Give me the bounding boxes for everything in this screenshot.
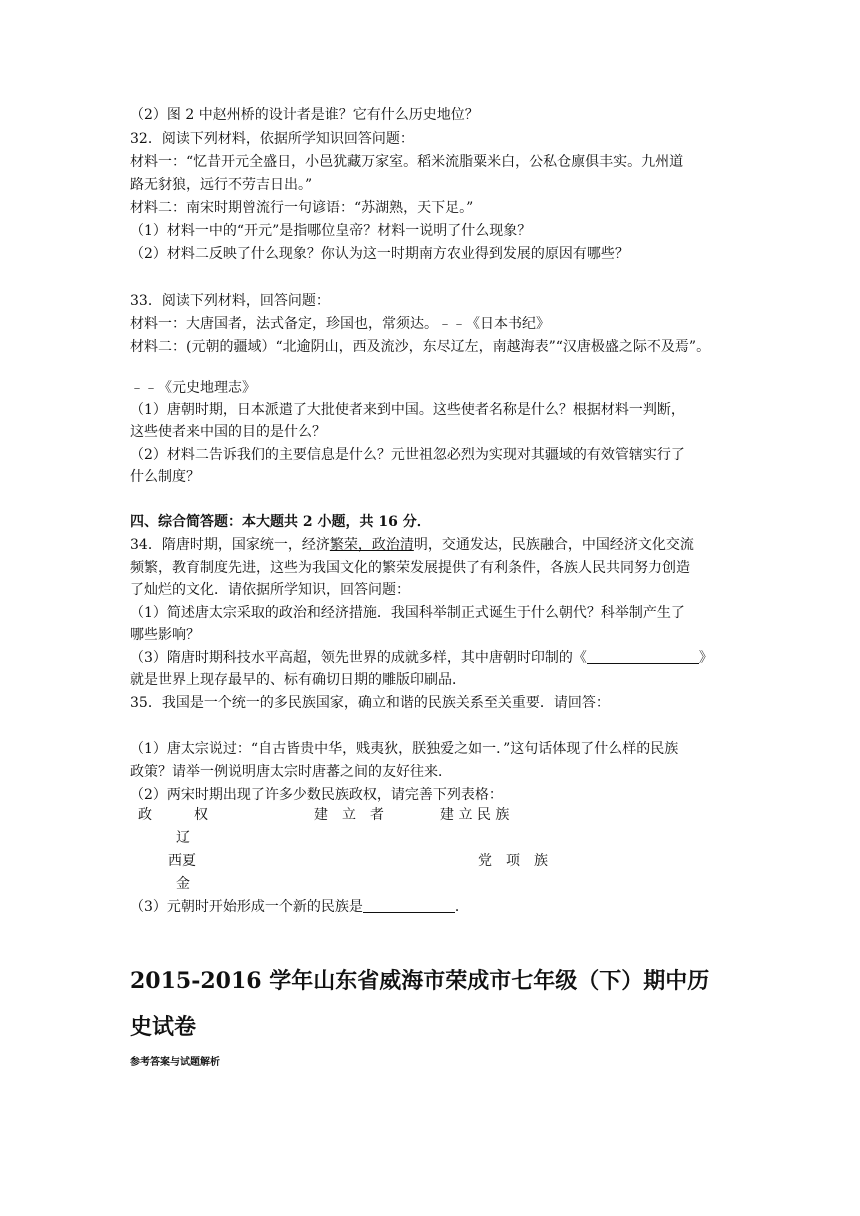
q33-sub2-line1: （2）材料二告诉我们的主要信息是什么？元世祖忽必烈为实现对其疆域的有效管辖实行了 [130,447,685,463]
q35-sub3 [130,897,469,917]
q34-line1-b: 明，交通发达，民族融合，中国经济文化交流 [413,537,694,553]
q32-sub2: （2）材料二反映了什么现象？你认为这一时期南方农业得到发展的原因有哪些？ [130,246,629,262]
q35-sub1-line2: 政策？请举一例说明唐太宗时唐蕃之间的友好往来． [130,764,452,780]
q35-stem: 35．我国是一个统一的多民族国家，确立和谐的民族关系至关重要．请回答： [130,695,610,711]
q34-sub3-b: 》 [698,650,713,666]
q35-sub2: （2）两宋时期出现了许多少数民族政权，请完善下列表格： [130,787,503,803]
answer-subtitle: 参考答案与试题解析 [130,1057,220,1068]
q32-stem: 32．阅读下列材料，依据所学知识回答问题： [130,131,414,147]
q34-line1-a: 34．隋唐时期，国家统一，经济 [130,537,330,553]
q34-sub1-line2: 哪些影响？ [130,627,200,643]
q32-material1-line1: 材料一：“忆昔开元全盛日，小邑犹藏万家室。稻米流脂粟米白，公私仓廪俱丰实。九州道 [130,154,684,170]
section-heading: 四、综合简答题：本大题共 2 小题，共 16 分． [130,514,431,530]
q35-answer-blank[interactable] [363,898,455,913]
q34-sub1-line1: （1）简述唐太宗采取的政治和经济措施．我国科举制正式诞生于什么朝代？科举制产生了 [130,605,685,621]
table-header-ethnicity: 建 立 民 族 [440,807,510,823]
q33-sub1-line1: （1）唐朝时期，日本派遣了大批使者来到中国。这些使者名称是什么？根据材料一判断， [130,402,685,418]
answer-title-line2: 史试卷 [130,1014,197,1040]
q34-sub3-a: （3）隋唐时期科技水平高超，领先世界的成就多样，其中唐朝时印制的《 [130,650,587,666]
q34-answer-blank[interactable] [587,649,699,664]
q33-material1: 材料一：大唐国者，法式备定，珍国也，常须达。﹣﹣《日本书纪》 [130,316,550,332]
q34-line1-underlined: 繁荣，政治清 [329,537,414,553]
q32-material1-line2: 路无豺狼，远行不劳吉日出。” [130,177,313,193]
q33-sub2-line2: 什么制度？ [130,469,200,485]
table-row-xixia-regime: 西夏 [168,853,196,869]
q35-sub3-b: ． [454,899,469,915]
q35-sub3-a: （3）元朝时开始形成一个新的民族是 [130,899,363,915]
q34-sub3-line1 [130,648,713,668]
q34-line2: 频繁，教育制度先进，这些为我国文化的繁荣发展提供了有利条件，各族人民共同努力创造 [130,560,690,576]
q31-sub2: （2）图 2 中赵州桥的设计者是谁？它有什么历史地位？ [130,107,479,123]
q34-line1 [130,535,694,555]
q34-line3: 了灿烂的文化．请依据所学知识，回答问题： [130,582,410,598]
q33-source: ﹣﹣《元史地理志》 [130,380,256,396]
q33-sub1-line2: 这些使者来中国的目的是什么？ [130,424,326,440]
q34-sub3-line2: 就是世界上现存最早的、标有确切日期的雕版印刷品． [130,672,466,688]
table-row-liao-regime: 辽 [176,830,190,846]
table-header-regime: 政 权 [138,807,208,823]
answer-title-line1: 2015-2016 学年山东省威海市荣成市七年级（下）期中历 [130,968,710,994]
table-row-xixia-ethnicity: 党 项 族 [478,853,548,869]
q33-material2: 材料二：(元朝的疆域）“北逾阴山，西及流沙，东尽辽左，南越海表”“汉唐极盛之际不及焉”。 [130,339,711,355]
q33-stem: 33．阅读下列材料，回答问题： [130,293,330,309]
table-header-founder: 建 立 者 [314,807,384,823]
table-row-jin-regime: 金 [176,876,190,892]
q35-sub1-line1: （1）唐太宗说过：“自古皆贵中华，贱夷狄，朕独爱之如一．”这句话体现了什么样的民族 [130,741,679,757]
q32-sub1: （1）材料一中的“开元”是指哪位皇帝？材料一说明了什么现象？ [130,223,532,239]
q32-material2: 材料二：南宋时期曾流行一句谚语：“苏湖熟，天下足。” [130,200,474,216]
